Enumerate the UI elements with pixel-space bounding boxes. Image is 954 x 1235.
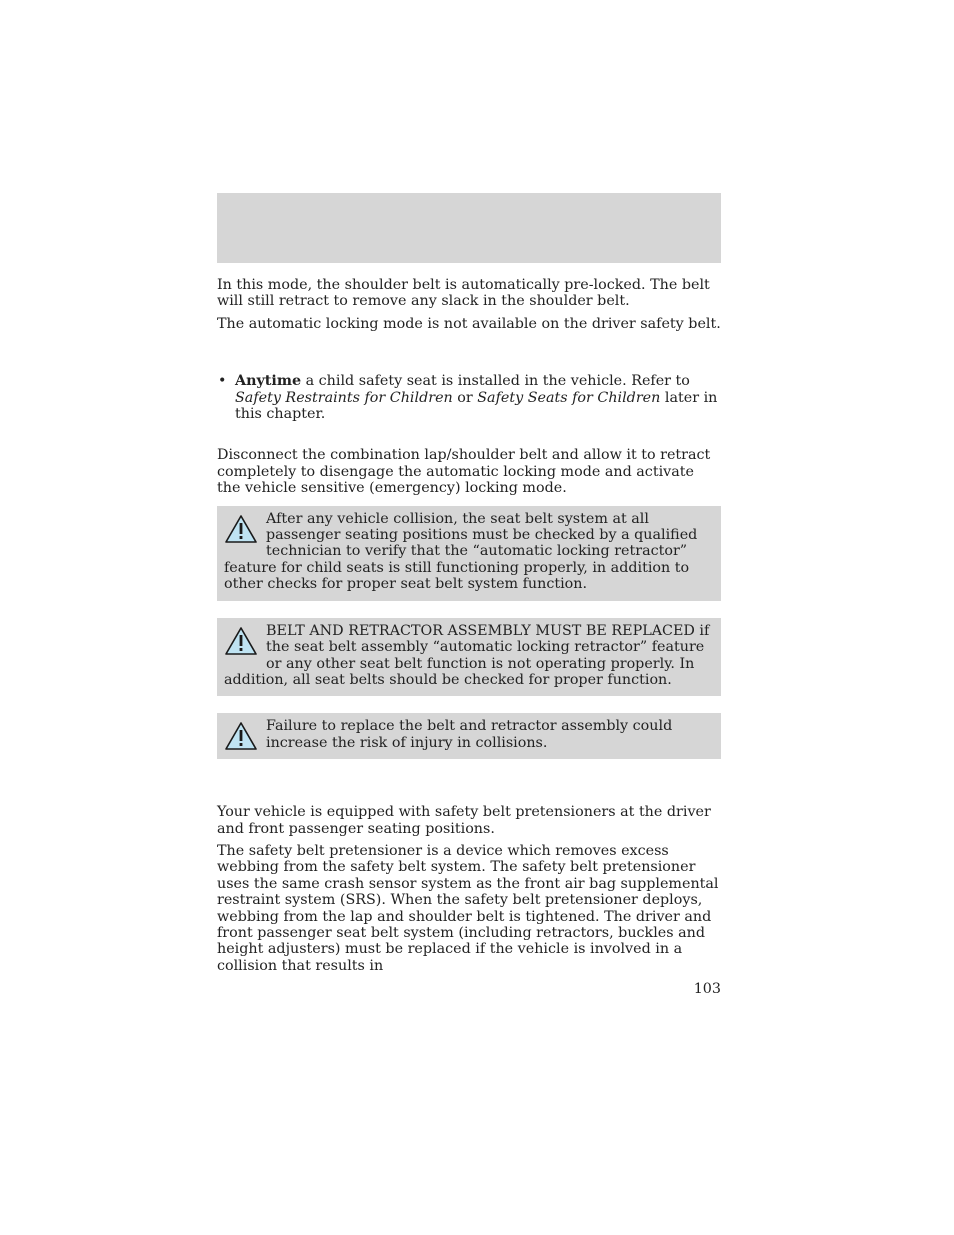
paragraph: In this mode, the shoulder belt is automatically pre-locked. The belt will still retract to remove any slack in the shoulder belt. — [217, 277, 710, 310]
bullet-text: a child safety seat is installed in the vehicle. Refer to — [301, 373, 690, 390]
paragraph: Your vehicle is equipped with safety belt pretensioners at the driver and front passenger seating positions. — [217, 804, 711, 837]
bullet-text: or — [452, 389, 478, 406]
paragraph: Disconnect the combination lap/shoulder belt and allow it to retract completely to disengage the automatic locking mode and activate the vehicle sensitive (emergency) locking mode. — [217, 447, 711, 497]
bullet-item — [217, 373, 721, 422]
cross-reference: Safety Seats for Children — [477, 389, 661, 406]
paragraph: The safety belt pretensioner is a device which removes excess webbing from the safety belt system. The safety belt pretensioner uses the same crash sensor system as the front air bag supplemental restraint system (SRS). When the safety belt pretensioner deploys, webbing from the lap and shoulder belt is tightened. The driver and front passenger seat belt system (including retractors, buckles and height adjusters) must be replaced if the vehicle is involved in a collision that results in — [217, 842, 719, 974]
warning-box — [217, 713, 721, 759]
warning-triangle-icon — [224, 514, 258, 544]
warning-triangle-icon — [224, 721, 258, 751]
page-content — [217, 277, 721, 980]
warning-box — [217, 618, 721, 697]
section-header-band — [217, 193, 721, 263]
bullet-bold-lead: Anytime — [235, 373, 302, 390]
warning-text: BELT AND RETRACTOR ASSEMBLY MUST BE REPLACED if the seat belt assembly “automatic locking retractor” feature or any other seat belt function is not operating properly. In addition, all seat belts should be checked for proper function. — [224, 622, 710, 688]
warning-box — [217, 506, 721, 601]
warning-triangle-icon — [224, 626, 258, 656]
warning-text: After any vehicle collision, the seat belt system at all passenger seating positions must be checked by a qualified technician to verify that the “automatic locking retractor” feature for child seats is still functioning properly, in addition to other checks for proper seat belt system function. — [224, 510, 698, 593]
bullet-dot: • — [218, 373, 227, 390]
warning-text: Failure to replace the belt and retractor assembly could increase the risk of injury in collisions. — [266, 718, 673, 751]
bullet-text: later in this chapter. — [235, 389, 718, 423]
page-number: 103 — [693, 981, 721, 997]
cross-reference: Safety Restraints for Children — [235, 389, 453, 406]
paragraph: The automatic locking mode is not available on the driver safety belt. — [217, 315, 721, 332]
